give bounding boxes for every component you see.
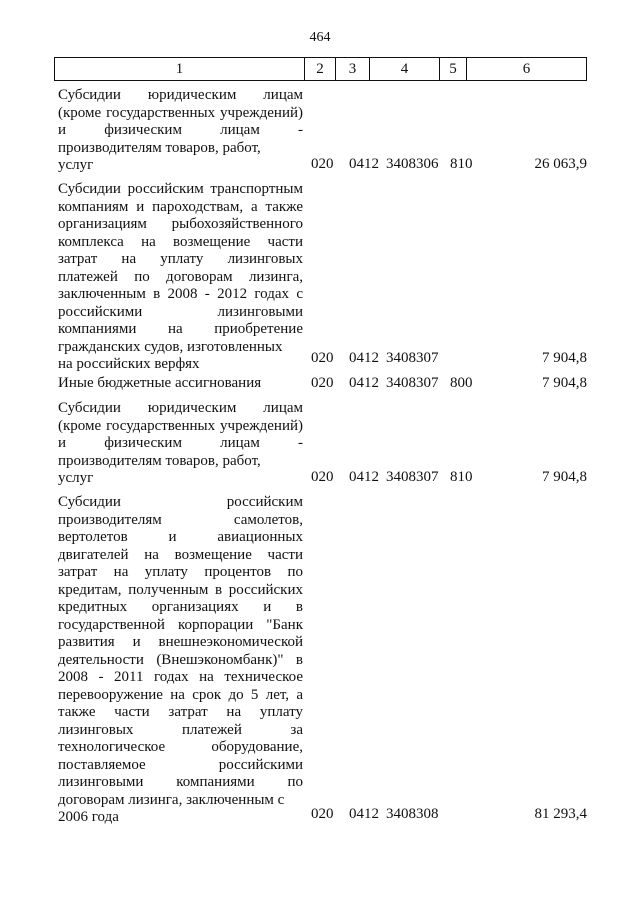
page-number: 464: [309, 30, 331, 45]
row-ved-code: 020: [311, 156, 334, 172]
row-target-code: 3408307: [386, 375, 439, 391]
column-header-4: 4: [370, 58, 440, 80]
row-amount: 7 904,8: [542, 469, 587, 485]
row-section-code: 0412: [349, 375, 379, 391]
column-header-row: [54, 57, 587, 81]
row-section-code: 0412: [349, 806, 379, 822]
row-description: Иные бюджетные ассигнования: [58, 375, 262, 391]
row-description: Субсидии российским производителям самолетов, вертолетов и авиационных двигателей на возмещение части затрат на уплату процентов по кредитам, полученным в российских кредитных организациях и в государственной корпорации "Банк развития и внешнеэкономической деятельности (Внешэкономбанк)" в 2008 - 2011 годах на техническое перевооружение на срок до 5 лет, а также части затрат на уплату лизинговых платежей за технологическое оборудование, поставляемое российскими лизинговыми компаниями по договорам лизинга, заключенным с 2006 года: [58, 494, 303, 825]
column-header-3: 3: [336, 58, 370, 80]
row-description: Субсидии российским транспортным компаниям и пароходствам, а также организациям рыбохозяйственного комплекса на возмещение части затрат на уплату лизинговых платежей по договорам лизинга, заключенным в 2008 - 2012 годах с российскими лизинговыми компаниями на приобретение гражданских судов, изготовленных на российских верфях: [58, 181, 303, 372]
row-amount: 26 063,9: [534, 156, 587, 172]
column-header-2: 2: [305, 58, 336, 80]
row-amount: 7 904,8: [542, 350, 587, 366]
column-header-1: 1: [55, 58, 305, 80]
row-ved-code: 020: [311, 806, 334, 822]
row-section-code: 0412: [349, 350, 379, 366]
row-expense-type: 800: [450, 375, 473, 391]
row-target-code: 3408308: [386, 806, 439, 822]
row-target-code: 3408307: [386, 350, 439, 366]
column-header-5: 5: [440, 58, 467, 80]
row-target-code: 3408306: [386, 156, 439, 172]
row-ved-code: 020: [311, 350, 334, 366]
row-amount: 7 904,8: [542, 375, 587, 391]
row-expense-type: 810: [450, 156, 473, 172]
row-expense-type: 810: [450, 469, 473, 485]
row-section-code: 0412: [349, 156, 379, 172]
row-ved-code: 020: [311, 469, 334, 485]
row-description: Субсидии юридическим лицам (кроме государственных учреждений) и физическим лицам - производителям товаров, работ, услуг: [58, 400, 303, 486]
row-description: Субсидии юридическим лицам (кроме государственных учреждений) и физическим лицам - производителям товаров, работ, услуг: [58, 87, 303, 173]
row-ved-code: 020: [311, 375, 334, 391]
column-header-6: 6: [522, 60, 531, 77]
row-amount: 81 293,4: [534, 806, 587, 822]
row-target-code: 3408307: [386, 469, 439, 485]
row-section-code: 0412: [349, 469, 379, 485]
